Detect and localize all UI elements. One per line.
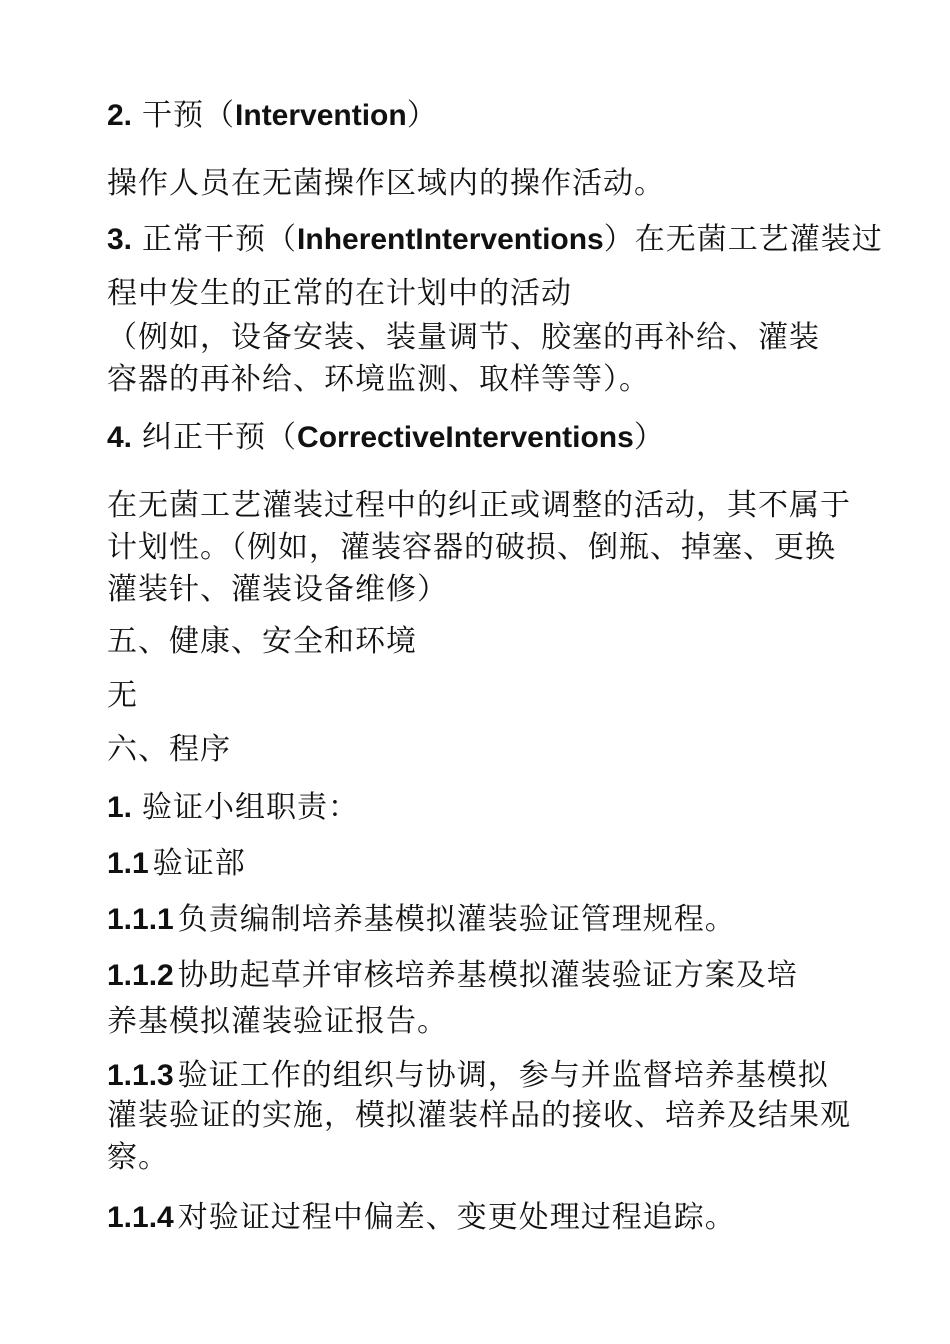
item-number: 1.1.3: [107, 1059, 174, 1092]
paragraph-line: 在无菌工艺灌装过程中的纠正或调整的活动，其不属于: [107, 488, 851, 523]
heading-english-term: Intervention: [235, 99, 407, 132]
heading-english-term: InherentInterventions: [297, 223, 604, 256]
item-text: 对验证过程中偏差、变更处理过程追踪。: [177, 1200, 736, 1235]
item-number: 1.1.4: [107, 1201, 174, 1234]
heading-text: ）: [633, 420, 665, 455]
paragraph-line: 灌装验证的实施，模拟灌装样品的接收、培养及结果观: [107, 1098, 851, 1133]
section-heading-inherent-interventions: [107, 222, 883, 258]
item-text: 负责编制培养基模拟灌装验证管理规程。: [177, 902, 736, 937]
paragraph-none: 无: [107, 678, 138, 713]
section-number: 3.: [107, 223, 133, 256]
item-text: 协助起草并审核培养基模拟灌装验证方案及培: [177, 958, 798, 993]
heading-text: 纠正干预（: [142, 420, 298, 455]
heading-text: 正常干预（: [142, 222, 298, 257]
item-validation-team-duties: [107, 790, 880, 826]
heading-text: 干预（: [142, 98, 236, 133]
paragraph-line: 程中发生的正常的在计划中的活动: [107, 276, 572, 311]
section-number: 4.: [107, 421, 133, 454]
section-heading-intervention: [107, 98, 880, 134]
item-validation-department: [107, 846, 880, 882]
chapter-heading-procedure: 六、程序: [107, 732, 231, 767]
paragraph-line: 灌装针、灌装设备维修）: [107, 572, 448, 607]
item-text: 验证部: [152, 846, 246, 881]
item-1-1-2: [107, 958, 880, 994]
item-text: 验证工作的组织与协调，参与并监督培养基模拟: [177, 1058, 829, 1093]
item-text: 验证小组职责：: [142, 790, 360, 825]
chapter-heading-hse: 五、健康、安全和环境: [107, 624, 417, 659]
heading-english-term: CorrectiveInterventions: [297, 421, 634, 454]
item-number: 1.: [107, 791, 133, 824]
item-number: 1.1: [107, 847, 149, 880]
paragraph-line: 养基模拟灌装验证报告。: [107, 1004, 448, 1039]
paragraph-line: 容器的再补给、环境监测、取样等等）。: [107, 362, 650, 397]
item-1-1-3: [107, 1058, 880, 1094]
paragraph-line: 察。: [107, 1140, 169, 1175]
item-number: 1.1.1: [107, 903, 174, 936]
heading-text: ）: [406, 98, 438, 133]
item-1-1-1: [107, 902, 880, 938]
heading-text: ）在无菌工艺灌装过: [603, 222, 883, 257]
item-number: 1.1.2: [107, 959, 174, 992]
paragraph-intervention-definition: 操作人员在无菌操作区域内的操作活动。: [107, 166, 665, 201]
paragraph-line: 计划性。（例如，灌装容器的破损、倒瓶、掉塞、更换: [107, 530, 836, 565]
section-heading-corrective-interventions: [107, 420, 880, 456]
item-1-1-4: [107, 1200, 880, 1236]
paragraph-line: （例如，设备安装、装量调节、胶塞的再补给、灌装: [107, 320, 820, 355]
section-number: 2.: [107, 99, 133, 132]
